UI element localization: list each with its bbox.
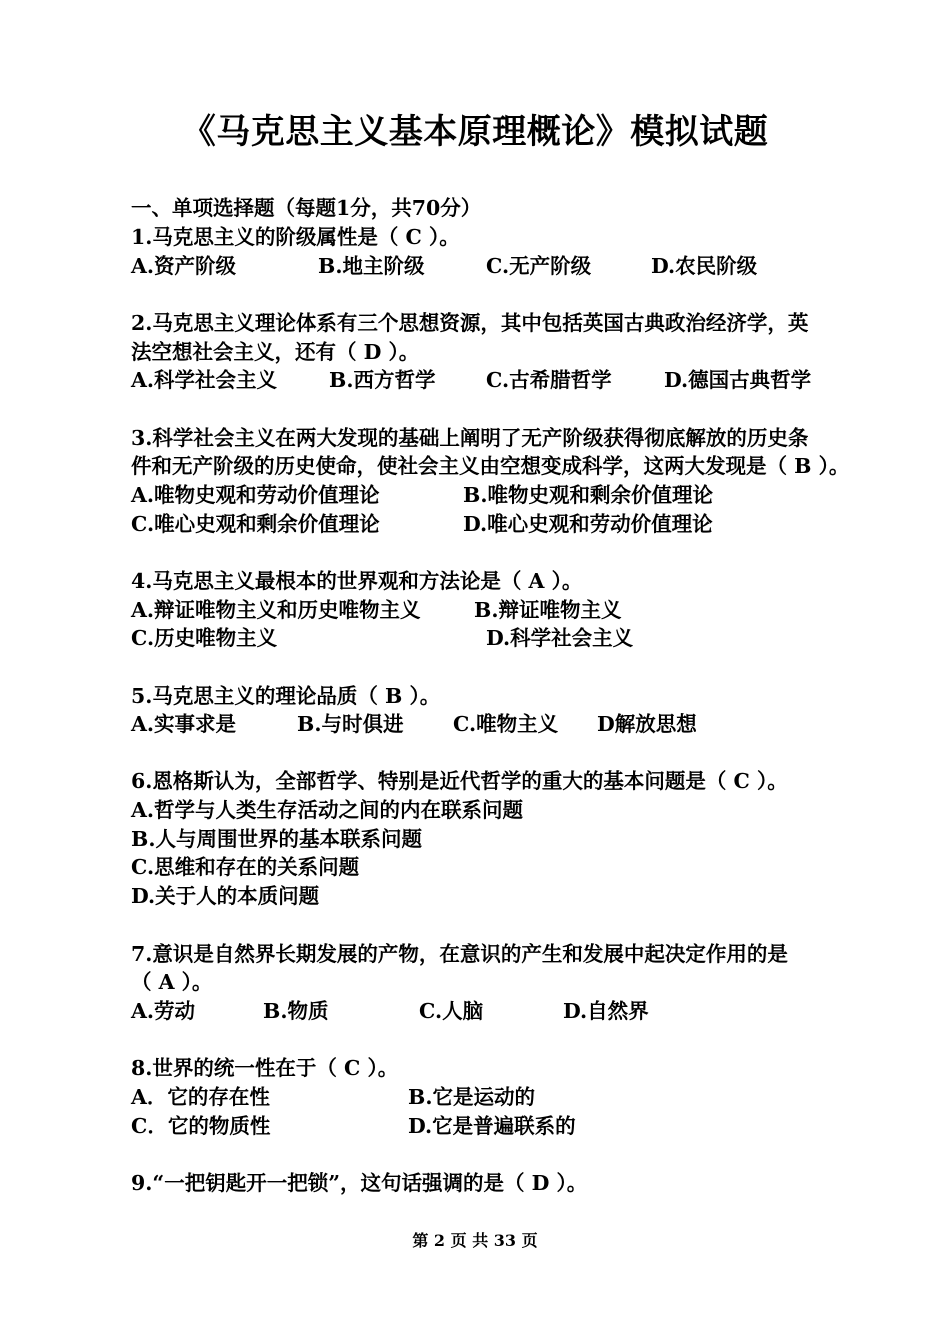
question-5-text: 5.马克思主义的理论品质（ B ）。: [131, 684, 441, 708]
question-4-text: 4.马克思主义最根本的世界观和方法论是（ A ）。: [131, 569, 583, 593]
question-3-option-d: D.唯心史观和劳动价值理论: [463, 512, 713, 536]
question-6-option-d: D.关于人的本质问题: [131, 884, 320, 908]
question-8-option-a: A．它的存在性: [131, 1085, 270, 1109]
question-7-option-a: A.劳动: [131, 999, 196, 1023]
question-2-text-line-2: 法空想社会主义，还有（ D ）。: [131, 340, 420, 364]
question-4-option-c: C.历史唯物主义: [131, 626, 278, 650]
question-6-option-a: A.哲学与人类生存活动之间的内在联系问题: [131, 798, 524, 822]
question-4-option-d: D.科学社会主义: [486, 626, 634, 650]
question-4-option-a: A.辩证唯物主义和历史唯物主义: [131, 598, 421, 622]
question-8-text: 8.世界的统一性在于（ C ）。: [131, 1056, 399, 1080]
question-3-text-line-1: 3.科学社会主义在两大发现的基础上阐明了无产阶级获得彻底解放的历史条: [131, 426, 809, 450]
question-8-option-d: D.它是普遍联系的: [408, 1114, 576, 1138]
question-1-text: 1.马克思主义的阶级属性是（ C ）。: [131, 225, 460, 249]
question-2-option-a: A.科学社会主义: [131, 368, 278, 392]
question-7-option-c: C.人脑: [419, 999, 484, 1023]
question-2-option-d: D.德国古典哲学: [664, 368, 812, 392]
question-5-option-b: B.与时俱进: [297, 712, 404, 736]
question-1-option-a: A.资产阶级: [131, 254, 237, 278]
question-6-option-c: C.思维和存在的关系问题: [131, 855, 360, 879]
page-title: 《马克思主义基本原理概论》模拟试题: [181, 112, 769, 152]
question-3-option-c: C.唯心史观和剩余价值理论: [131, 512, 380, 536]
question-7-option-b: B.物质: [263, 999, 329, 1023]
question-5-option-a: A.实事求是: [131, 712, 237, 736]
question-8-option-b: B.它是运动的: [408, 1085, 535, 1109]
question-2-option-b: B.西方哲学: [329, 368, 436, 392]
question-6-option-b: B.人与周围世界的基本联系问题: [131, 827, 422, 851]
question-9-text: 9.“一把钥匙开一把锁”，这句话强调的是（ D ）。: [131, 1171, 588, 1195]
question-7-text-line-1: 7.意识是自然界长期发展的产物，在意识的产生和发展中起决定作用的是: [131, 942, 788, 966]
question-3-text-line-2: 件和无产阶级的历史使命，使社会主义由空想变成科学，这两大发现是（ B ）。: [131, 454, 850, 478]
question-3-option-b: B.唯物史观和剩余价值理论: [463, 483, 713, 507]
question-2-option-c: C.古希腊哲学: [486, 368, 612, 392]
question-5-option-c: C.唯物主义: [453, 712, 559, 736]
question-1-option-d: D.农民阶级: [651, 254, 758, 278]
question-4-option-b: B.辩证唯物主义: [474, 598, 622, 622]
question-8-option-c: C．它的物质性: [131, 1114, 271, 1138]
question-2-text-line-1: 2.马克思主义理论体系有三个思想资源，其中包括英国古典政治经济学，英: [131, 311, 809, 335]
question-1-option-c: C.无产阶级: [486, 254, 592, 278]
question-1-option-b: B.地主阶级: [318, 254, 425, 278]
question-3-option-a: A.唯物史观和劳动价值理论: [131, 483, 380, 507]
question-5-option-d: D解放思想: [597, 712, 697, 736]
question-7-option-d: D.自然界: [563, 999, 649, 1023]
page-footer: 第 2 页 共 33 页: [412, 1231, 538, 1250]
section-heading: 一、单项选择题（每题1分，共70分）: [131, 196, 482, 220]
question-7-text-line-2: （ A ）。: [131, 970, 213, 994]
question-6-text: 6.恩格斯认为，全部哲学、特别是近代哲学的重大的基本问题是（ C ）。: [131, 769, 788, 793]
